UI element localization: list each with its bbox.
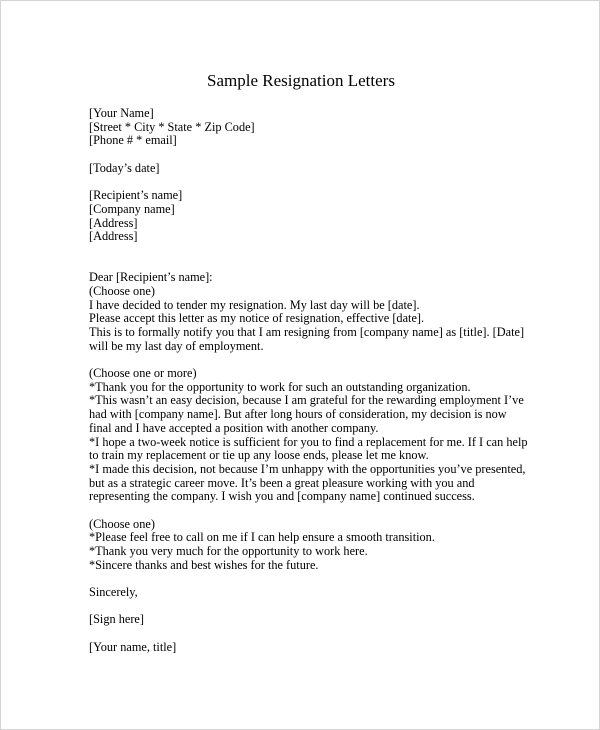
- spacer: [89, 175, 529, 189]
- section-line: (Choose one or more): [89, 366, 197, 381]
- spacer: [89, 353, 529, 367]
- sender-name: [Your Name]: [89, 106, 154, 120]
- recipient-address-1: [Address]: [89, 215, 138, 230]
- closing: Sincerely,: [89, 585, 138, 600]
- recipient-address-2: [Address]: [89, 229, 138, 244]
- section-body: [89, 367, 529, 504]
- section-line: to train my replacement or tie up any loose ends, please let me know.: [89, 448, 429, 463]
- spacer: [89, 627, 529, 641]
- signature-placeholder: [Sign here]: [89, 612, 144, 627]
- recipient-name: [Recipient’s name]: [89, 188, 183, 203]
- section-opening: [89, 285, 529, 353]
- section-line: but as a strategic career move. It’s been a great pleasure working with you and: [89, 475, 475, 490]
- spacer: [89, 244, 529, 271]
- section-line: *Thank you for the opportunity to work for such an outstanding organization.: [89, 379, 471, 394]
- sender-address: [Street * City * State * Zip Code]: [89, 119, 255, 134]
- section-line: representing the company. I wish you and [company name] continued success.: [89, 489, 475, 504]
- spacer: [89, 572, 529, 586]
- section-line: *Thank you very much for the opportunity to work here.: [89, 544, 368, 559]
- section-line: This is to formally notify you that I am resigning from [company name] as [title]. [Date]: [89, 325, 525, 340]
- section-line: (Choose one): [89, 516, 155, 531]
- salutation: Dear [Recipient’s name]:: [89, 270, 213, 285]
- section-line: *I hope a two-week notice is sufficient for you to find a replacement for me. If I can help: [89, 434, 528, 449]
- section-closing: [89, 518, 529, 573]
- section-line: Please accept this letter as my notice of resignation, effective [date].: [89, 311, 425, 326]
- section-line: had with [company name]. But after long hours of consideration, my decision is now: [89, 407, 507, 422]
- section-line: I have decided to tender my resignation. My last day will be [date].: [89, 297, 420, 312]
- recipient-block: [89, 189, 529, 244]
- section-line: will be my last day of employment.: [89, 338, 264, 353]
- spacer: [89, 504, 529, 518]
- section-line: final and I have accepted a position with another company.: [89, 420, 379, 435]
- spacer: [89, 600, 529, 614]
- sender-block: [89, 107, 529, 148]
- section-line: *Sincere thanks and best wishes for the future.: [89, 557, 319, 572]
- sender-contact: [Phone # * email]: [89, 133, 177, 148]
- section-line: *This wasn’t an easy decision, because I am grateful for the rewarding employment I’ve: [89, 393, 524, 408]
- section-line: *I made this decision, not because I’m unhappy with the opportunities you’ve presented,: [89, 461, 526, 476]
- section-line: *Please feel free to call on me if I can help ensure a smooth transition.: [89, 530, 435, 545]
- name-title-placeholder: [Your name, title]: [89, 639, 177, 654]
- spacer: [89, 148, 529, 162]
- letter-body: [89, 107, 529, 655]
- section-line: (Choose one): [89, 283, 155, 298]
- recipient-company: [Company name]: [89, 201, 175, 216]
- document-title: Sample Resignation Letters: [207, 71, 395, 90]
- letter-date: [Today’s date]: [89, 160, 160, 175]
